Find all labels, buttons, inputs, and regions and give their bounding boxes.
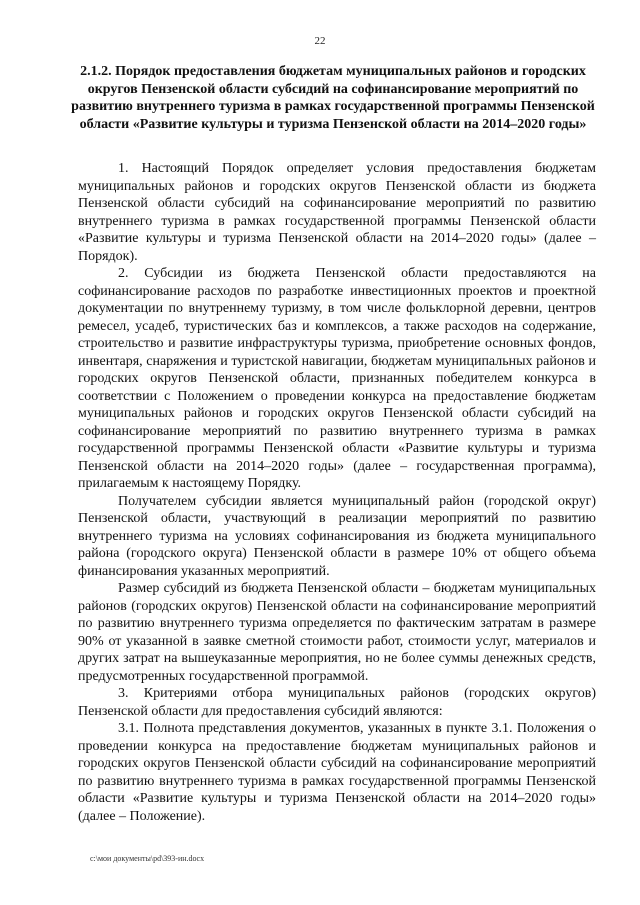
footer-file-path: c:\мои документы\pd\393-ин.docx — [90, 854, 205, 863]
section-title: 2.1.2. Порядок предоставления бюджетам муниципальных районов и городских округов Пензенской области субсидий на софинансирование мероприятий по развитию внутреннего туризма в рамках государственной программы Пензенской области «Развитие культуры и туризма Пензенской области на 2014–2020 годы» — [71, 64, 595, 132]
paragraph-6: 3.1. Полнота представления документов, указанных в пункте 3.1. Положения о проведении конкурса на предоставление бюджетам муниципальных районов и городских округов Пензенской области субсидий на софинансирование мероприятий по развитию внутреннего туризма в рамках государственной программы Пензенской области «Развитие культуры и туризма Пензенской области на 2014–2020 годы» (далее – Положение). — [78, 721, 596, 824]
paragraph-4: Размер субсидий из бюджета Пензенской области – бюджетам муниципальных районов (городских округов) Пензенской области на софинансирование мероприятий по развитию внутреннего туризма определяется по фактическим затратам в размере 90% от указанной в заявке сметной стоимости работ, стоимости услуг, материалов и других затрат на вышеуказанные мероприятия, но не более суммы денежных средств, предусмотренных государственной программой. — [78, 581, 596, 684]
paragraph-2: 2. Субсидии из бюджета Пензенской области предоставляются на софинансирование расходов по разработке инвестиционных проектов и проектной документации по внутреннему туризму, в том числе фольклорной деревни, центров ремесел, усадеб, туристических баз и комплексов, а также расходов на содержание, строительство и развитие инфраструктуры туризма, приобретение основных фондов, инвентаря, снаряжения и туристской навигации, бюджетам муниципальных районов и городских округов Пензенской области, признанных победителем конкурса в соответствии с Положением о проведении конкурса на предоставление бюджетам муниципальных районов и городских округов Пензенской области субсидий на софинансирование мероприятий по развитию внутреннего туризма в рамках государственной программы Пензенской области «Развитие культуры и туризма Пензенской области на 2014–2020 годы» (далее – государственная программа), прилагаемым к настоящему Порядку. — [78, 266, 596, 491]
paragraph-3: Получателем субсидии является муниципальный район (городской округ) Пензенской области, участвующий в реализации мероприятий по развитию внутреннего туризма на условиях софинансирования из бюджета муниципального района (городского округа) Пензенской области в размере 10% от общего объема финансирования указанных мероприятий. — [78, 493, 596, 579]
document-body — [78, 160, 596, 825]
paragraph-1: 1. Настоящий Порядок определяет условия предоставления бюджетам муниципальных районов и городских округов Пензенской области из бюджета Пензенской области субсидий на софинансирование мероприятий по развитию внутреннего туризма в рамках государственной программы Пензенской области «Развитие культуры и туризма Пензенской области на 2014–2020 годы» (далее – Порядок). — [78, 161, 596, 264]
paragraph-5: 3. Критериями отбора муниципальных районов (городских округов) Пензенской области для предоставления субсидий являются: — [78, 686, 596, 719]
page-number: 22 — [314, 35, 326, 47]
